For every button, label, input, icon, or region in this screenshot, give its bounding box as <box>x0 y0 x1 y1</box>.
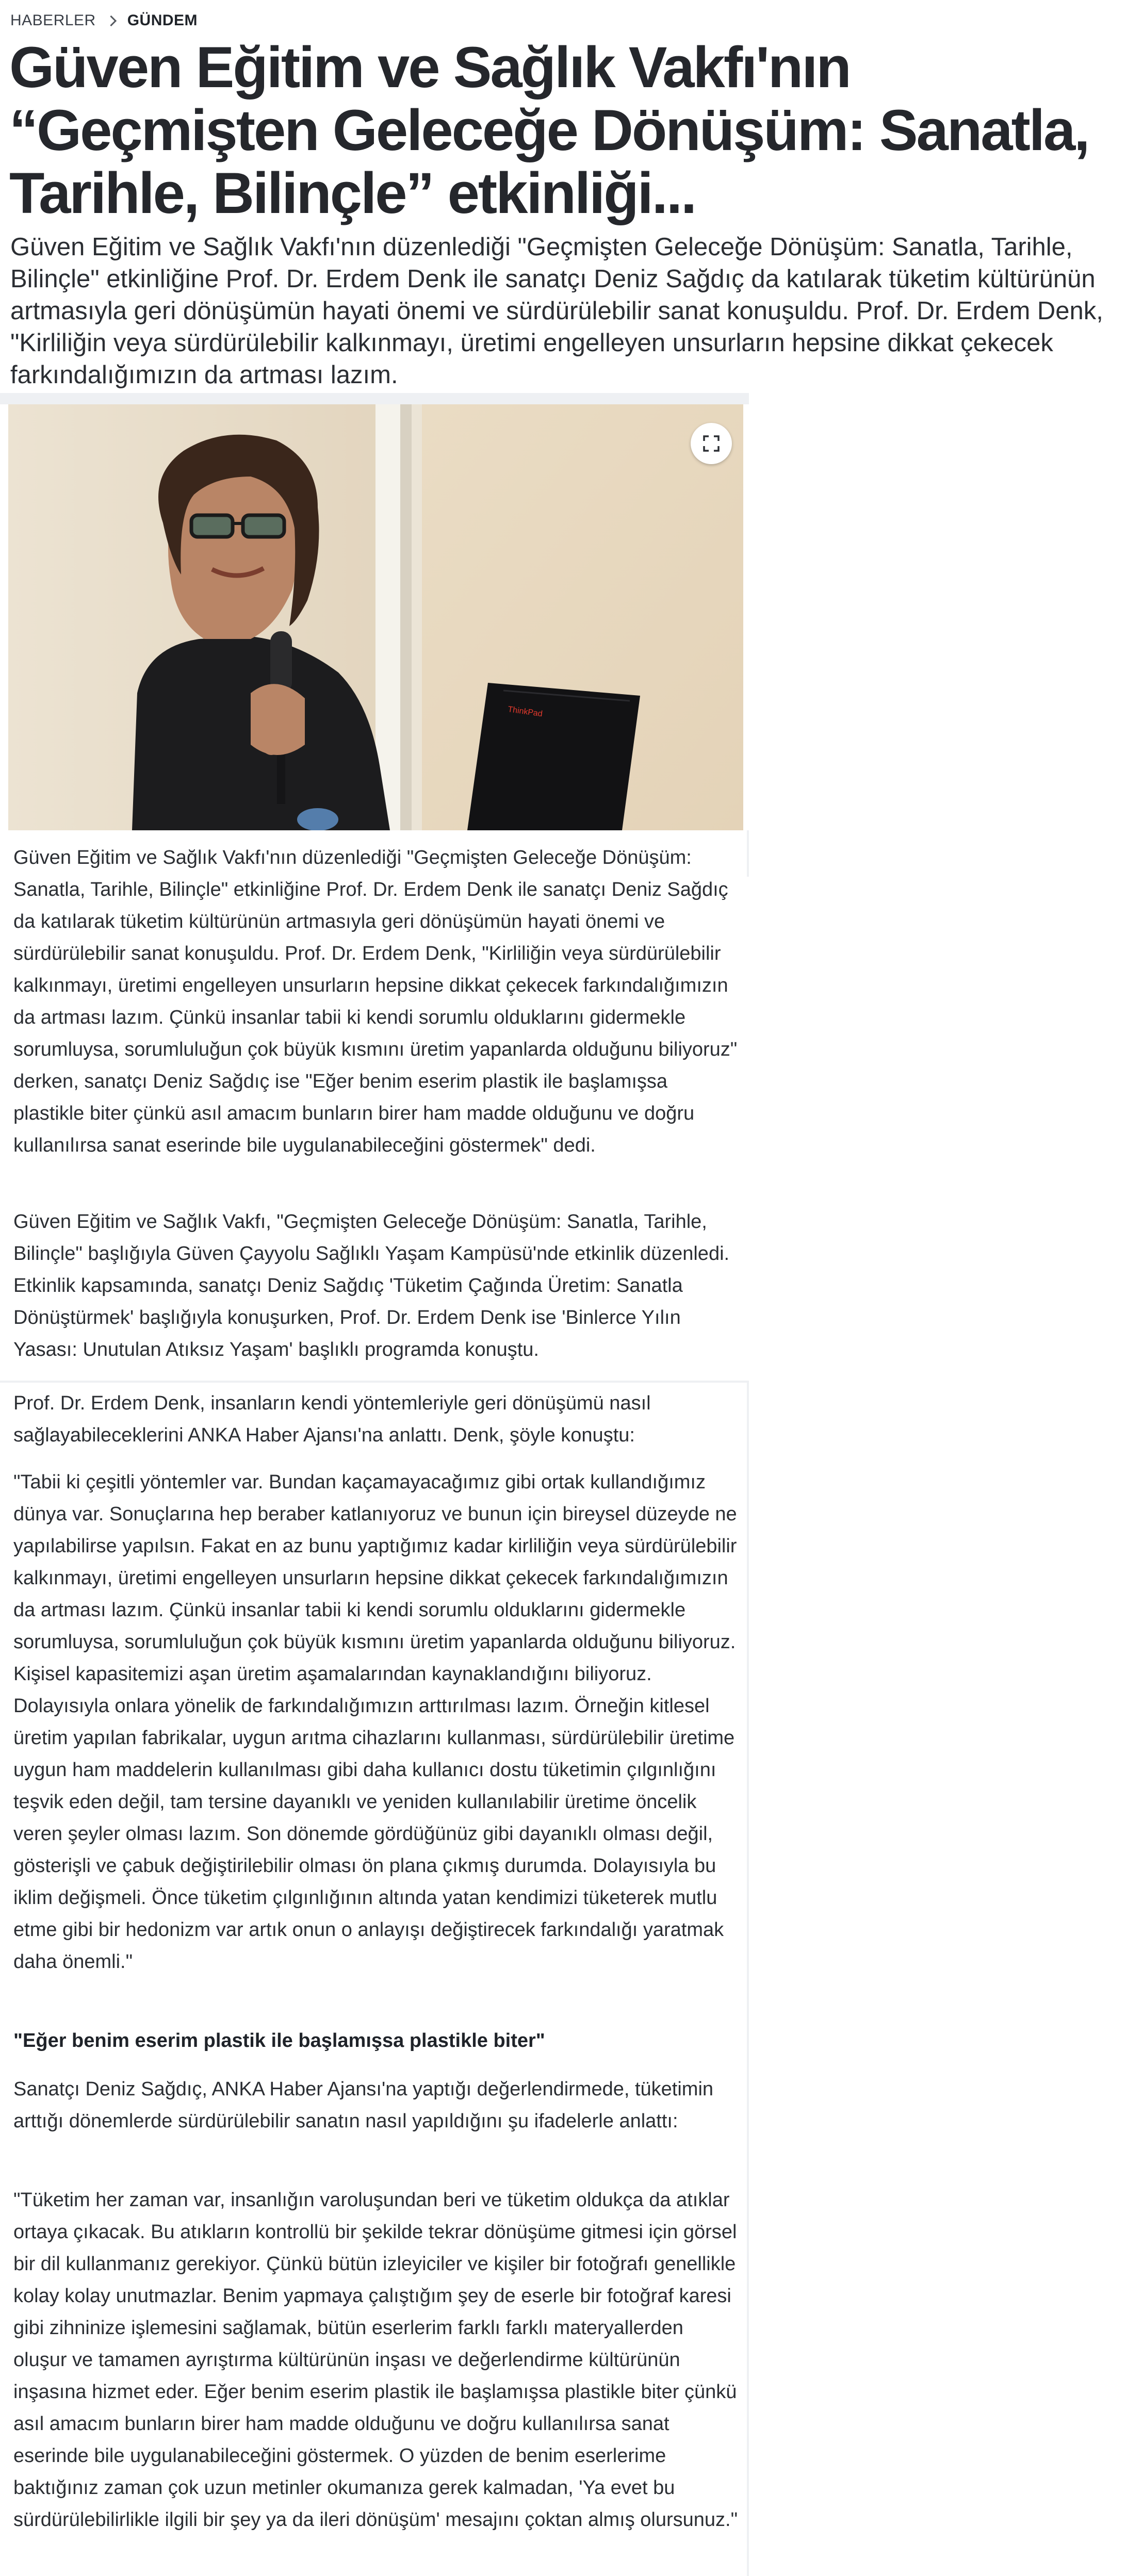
chevron-right-icon <box>106 15 117 26</box>
article-paragraph: Prof. Dr. Erdem Denk, insanların kendi yöntemleriyle geri dönüşümü nasıl sağlayabileceklerini ANKA Haber Ajansı'na anlattı. Denk, şöyle konuştu: <box>13 1392 651 1446</box>
article-photo <box>8 404 743 830</box>
section-divider <box>0 1381 749 1383</box>
article-paragraph: "Tabii ki çeşitli yöntemler var. Bundan kaçamayacağımız gibi ortak kullandığımız dünya var. Sonuçlarına hep beraber katlanıyoruz ve bunun için bireysel düzeyde ne yapılabilirse yapılsın. Fakat en az bunu yaptığımız kadar kirliliğin veya sürdürülebilir kalkınmayı, üretimi engelleyen unsurların hepsine dikkat çekecek farkındalığımızın da artması lazım. Çünkü insanlar tabii ki kendi sorumlu olduklarını gidermekle sorumluysa, sorumluluğun çok büyük kısmını üretim yapanlarda olduğunu biliyoruz. Kişisel kapasitemizi aşan üretim aşamalarından kaynaklandığını biliyoruz. Dolayısıyla onlara yönelik de farkındalığımızın arttırılması lazım. Örneğin kitlesel üretim yapılan fabrikalar, uygun arıtma cihazlarını kullanması, sürdürülebilir üretime uygun ham maddelerin kullanılması gibi daha kullanıcı dostu tüketimin çılgınlığını teşvik eden değil, tam tersine dayanıklı ve yeniden kullanılabilir üretime öncelik veren şeyler olması lazım. Son dönemde gördüğünüz gibi dayanıklı olması değil, gösterişli ve çabuk değiştirilebilir olması ön plana çıkmış durumda. Dolayısıyla bu iklim değişmeli. Önce tüketim çılgınlığının altında yatan kendimizi tüketerek mutlu etme gibi bir hedonizm var artık onun o anlayışı değiştirecek farkındalığı yaratmak daha önemli." <box>13 1471 737 1973</box>
media-top-border <box>0 393 749 404</box>
article-paragraph: Güven Eğitim ve Sağlık Vakfı'nın düzenlediği "Geçmişten Geleceğe Dönüşüm: Sanatla, Tarihle, Bilinçle" etkinliğine Prof. Dr. Erdem Denk ile sanatçı Deniz Sağdıç da katılarak tüketim kültürünün artmasıyla geri dönüşümün hayati önemi ve sürdürülebilir sanat konuşuldu. Prof. Dr. Erdem Denk, "Kirliliğin veya sürdürülebilir kalkınmayı, üretimi engelleyen unsurların hepsine dikkat çekecek farkındalığımızın da artması lazım. Çünkü insanlar tabii ki kendi sorumlu olduklarını gidermekle sorumluysa, sorumluluğun çok büyük kısmını üretim yapanlarda olduğunu biliyoruz" derken, sanatçı Deniz Sağdıç ise "Eğer benim eserim plastik ile başlamışsa plastikle biter çünkü asıl amacım bunların birer ham madde olduğunu ve doğru kullanılırsa sanat eserinde bile uygulanabileceğini göstermek" dedi. <box>13 847 738 1156</box>
article-title: Güven Eğitim ve Sağlık Vakfı'nın “Geçmişten Geleceğe Dönüşüm: Sanatla, Tarihle, Bilinçle” etkinliği... <box>9 35 1089 225</box>
content-rail <box>747 830 749 877</box>
article-lead: Güven Eğitim ve Sağlık Vakfı'nın düzenlediği "Geçmişten Geleceğe Dönüşüm: Sanatla, Tarihle, Bilinçle" etkinliğine Prof. Dr. Erdem Denk ile sanatçı Deniz Sağdıç da katılarak tüketim kültürünün artmasıyla geri dönüşümün hayati önemi ve sürdürülebilir sanat konuşuldu. Prof. Dr. Erdem Denk, "Kirliliğin veya sürdürülebilir kalkınmayı, üretimi engelleyen unsurların hepsine dikkat çekecek farkındalığımızın da artması lazım. <box>10 233 1103 389</box>
expand-icon <box>702 434 721 453</box>
breadcrumb <box>10 9 198 32</box>
photo-speaker-with-microphone <box>8 404 743 830</box>
content-rail <box>747 1381 749 2576</box>
article-paragraph: "Tüketim her zaman var, insanlığın varoluşundan beri ve tüketim oldukça da atıklar ortaya çıkacak. Bu atıkların kontrollü bir şekilde tekrar dönüşüme gitmesi için görsel bir dil kullanmanız gerekiyor. Çünkü bütün izleyiciler ve kişiler bir fotoğrafı genellikle kolay kolay unutmazlar. Benim yapmaya çalıştığım şey de eserle bir fotoğraf karesi gibi zihninize işlemesini sağlamak, bütün eserlerim farklı farklı materyallerden oluşur ve tamamen ayrıştırma kültürünün inşası ve değerlendirme kültürünün inşasına hizmet eder. Eğer benim eserim plastik ile başlamışsa plastikle biter çünkü asıl amacım bunların birer ham madde olduğunu ve doğru kullanılırsa sanat eserinde bile uygulanabileceğini göstermek. O yüzden de benim eserlerime baktığınız zaman çok uzun metinler okumanıza gerek kalmadan, 'Ya evet bu sürdürülebilirlikle ilgili bir şey ya da ileri dönüşüm' mesajını çoktan almış olursunuz." <box>13 2189 738 2531</box>
expand-image-button[interactable] <box>691 423 732 464</box>
laptop-logo: ThinkPad <box>507 705 543 719</box>
article-subheading: "Eğer benim eserim plastik ile başlamışsa plastikle biter" <box>13 2030 545 2052</box>
breadcrumb-current-link[interactable]: GÜNDEM <box>127 12 198 29</box>
laptop <box>467 683 640 830</box>
article-paragraph: Sanatçı Deniz Sağdıç, ANKA Haber Ajansı'na yaptığı değerlendirmede, tüketimin arttığı dönemlerde sürdürülebilir sanatın nasıl yapıldığını şu ifadelerle anlattı: <box>13 2078 714 2132</box>
breadcrumb-home-link[interactable]: HABERLER <box>10 12 96 29</box>
article-paragraph: Güven Eğitim ve Sağlık Vakfı, "Geçmişten Geleceğe Dönüşüm: Sanatla, Tarihle, Bilinçle" başlığıyla Güven Çayyolu Sağlıklı Yaşam Kampüsü'nde etkinlik düzenledi. Etkinlik kapsamında, sanatçı Deniz Sağdıç 'Tüketim Çağında Üretim: Sanatla Dönüştürmek' başlığıyla konuşurken, Prof. Dr. Erdem Denk ise 'Binlerce Yılın Yasası: Unutulan Atıksız Yaşam' başlıklı programda konuştu. <box>13 1211 730 1360</box>
